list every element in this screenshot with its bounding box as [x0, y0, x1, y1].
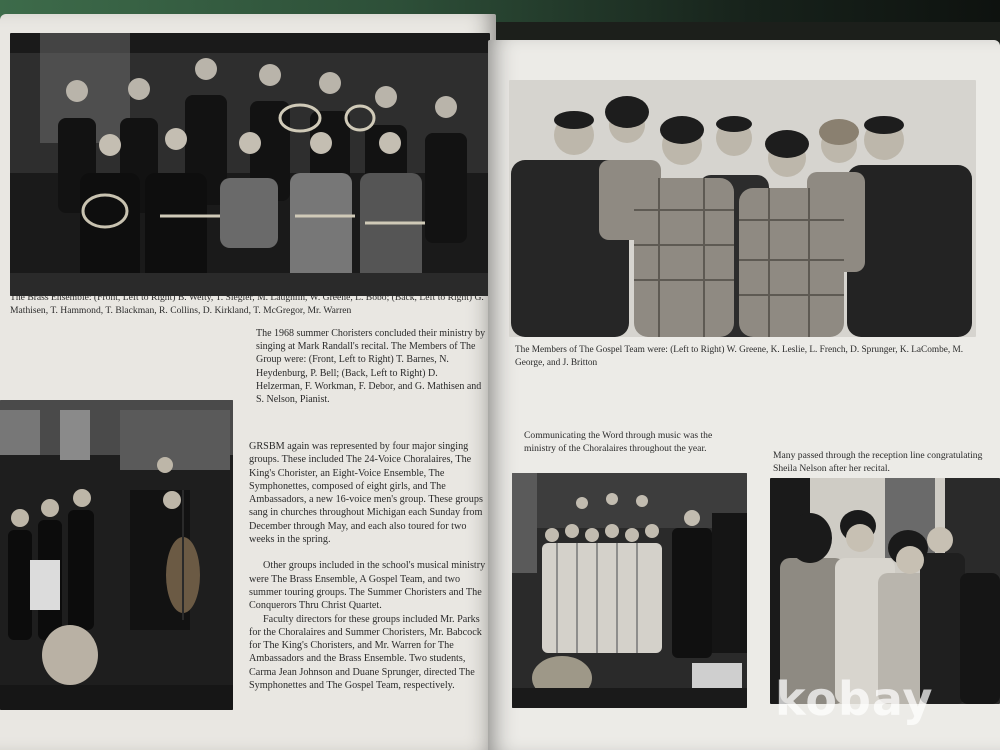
gospel-team-caption: The Members of The Gospel Team were: (Left to Right) W. Greene, K. Leslie, L. French, D. Sprunger, K. LaCombe, M. George, and J. Britton: [515, 345, 964, 368]
brass-ensemble-photo: [10, 33, 490, 296]
reception-photo: [770, 478, 1000, 704]
gospel-team-photo: [509, 80, 976, 337]
article-paragraph-1: GRSBM again was represented by four major singing groups. These included The 24-Voice Choralaires, The King's Chorister, an Eight-Voice Ensemble, The Symphonettes, composed of eight girls, and The Ambassadors, a new 16-voice men's group. These groups sang in churches throughout Michigan each Sunday from December through May, and each also toured for two weeks in the spring.: [249, 441, 483, 546]
article-paragraph-2: Other groups included in the school's musical ministry were The Brass Ensemble, A Gospel Team, and two summer touring groups. The Summer Choristers and The Conquerors Thru Christ Quartet.: [249, 560, 486, 612]
kobay-watermark: kobay: [775, 672, 934, 726]
choralaires-caption: Communicating the Word through music was the ministry of the Choralaires throughout the year.: [524, 430, 713, 454]
music-groups-article: [249, 440, 489, 692]
reception-caption: Many passed through the reception line congratulating Sheila Nelson after her recital.: [773, 450, 983, 474]
choralaires-photo: [512, 473, 747, 708]
choristers-caption: The 1968 summer Choristers concluded their ministry by singing at Mark Randall's recital. The Members of The Group were: (Front, Left to Right) T. Barnes, N. Heydenburg, P. Bell; (Back, Left to Right) D. Helzerman, F. Workman, F. Debor, and G. Mathisen and S. Nelson, Pianist.: [256, 328, 486, 406]
article-paragraph-3: Faculty directors for these groups included Mr. Parks for the Choralaires and Summer Choristers, Mr. Babcock for The King's Choristers, and Mr. Warren for The Ambassadors and the Brass Ensemble. Two students, Carma Jean Johnson and Duane Sprunger, directed The Symphonettes and The Gospel Team, respectively.: [249, 613, 482, 692]
brass-ensemble-caption: The Brass Ensemble: (Front, Left to Right) B. Welty, T. Siegler, M. Laughlin, W. Greene, L. Bobo; (Back, Left to Right) G. Mathisen, T. Hammond, T. Blackman, R. Collins, D. Kirkland, T. McGregor, Mr. Warren: [10, 292, 484, 316]
choristers-photo: [0, 400, 233, 710]
